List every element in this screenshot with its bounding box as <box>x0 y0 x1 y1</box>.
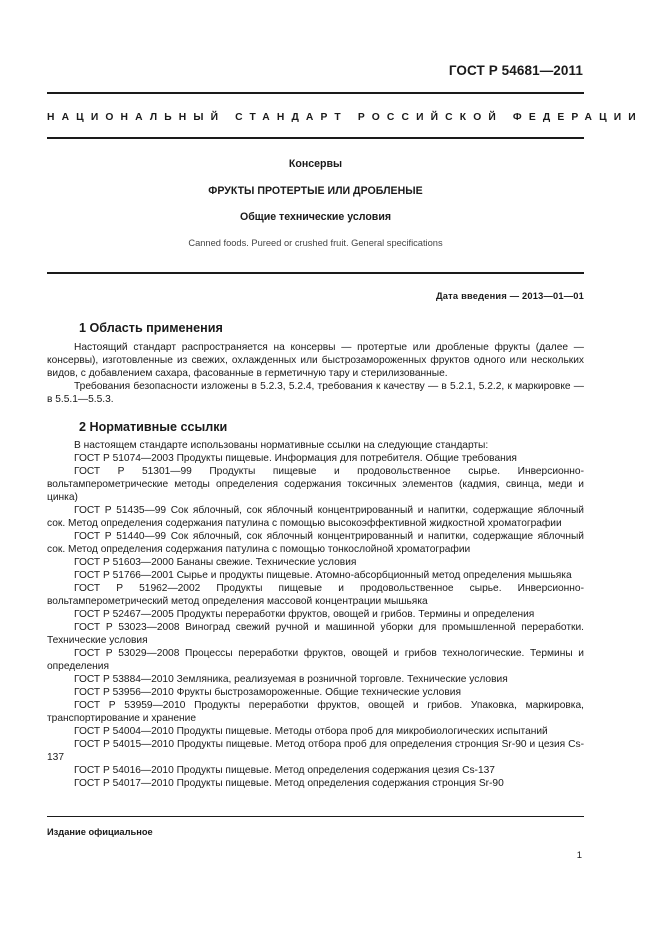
page-number: 1 <box>576 850 582 861</box>
paragraph: Требования безопасности изложены в 5.2.3, 5.2.4, требования к качеству — в 5.2.1, 5.2.2, к маркировке — в 5.5.1—5.5.3. <box>47 381 584 405</box>
reference-item: ГОСТ Р 53959—2010 Продукты переработки фруктов, овощей и грибов. Упаковка, маркировка, транспортирование и хранение <box>47 700 584 724</box>
banner-rule <box>47 137 584 139</box>
footer-rule <box>47 816 584 817</box>
section-2-heading: 2 Нормативные ссылки <box>79 420 228 434</box>
reference-item: ГОСТ Р 53029—2008 Процессы переработки фруктов, овощей и грибов технологические. Термины и определения <box>47 648 584 672</box>
title-english: Canned foods. Pureed or crushed fruit. General specifications <box>188 238 443 248</box>
reference-item: ГОСТ Р 51962—2002 Продукты пищевые и продовольственное сырье. Инверсионно-вольтамперометрический метод определения массовой концентрации мышьяка <box>47 583 584 607</box>
national-standard-banner: НАЦИОНАЛЬНЫЙ СТАНДАРТ РОССИЙСКОЙ ФЕДЕРАЦИИ <box>47 112 643 123</box>
section-1-heading: 1 Область применения <box>79 321 223 335</box>
reference-item: ГОСТ Р 51440—99 Сок яблочный, сок яблочный концентрированный и напитки, содержащие яблочный сок. Метод определения содержания патулина с помощью тонкослойной хроматографии <box>47 531 584 555</box>
reference-item: ГОСТ Р 51603—2000 Бананы свежие. Технические условия <box>74 557 357 568</box>
reference-item: ГОСТ Р 51766—2001 Сырье и продукты пищевые. Атомно-абсорбционный метод определения мышьяка <box>74 570 572 581</box>
reference-item: ГОСТ Р 51074—2003 Продукты пищевые. Информация для потребителя. Общие требования <box>74 453 517 464</box>
title-category: Консервы <box>288 158 343 170</box>
title-rule <box>47 272 584 274</box>
reference-item: ГОСТ Р 53023—2008 Виноград свежий ручной и машинной уборки для промышленной переработки. Технические условия <box>47 622 584 646</box>
reference-item: ГОСТ Р 54016—2010 Продукты пищевые. Метод определения содержания цезия Cs-137 <box>74 765 495 776</box>
title-main: ФРУКТЫ ПРОТЕРТЫЕ ИЛИ ДРОБЛЕНЫЕ <box>208 185 423 197</box>
reference-item: ГОСТ Р 53956—2010 Фрукты быстрозамороженные. Общие технические условия <box>74 687 461 698</box>
section-2-body <box>47 439 584 790</box>
edition-label: Издание официальное <box>47 827 153 837</box>
reference-item: ГОСТ Р 54004—2010 Продукты пищевые. Методы отбора проб для микробиологических испытаний <box>74 726 548 737</box>
reference-item: ГОСТ Р 53884—2010 Земляника, реализуемая в розничной торговле. Технические условия <box>74 674 508 685</box>
reference-item: ГОСТ Р 51301—99 Продукты пищевые и продовольственное сырье. Инверсионно-вольтамперометрические методы определения содержания токсичных элементов (кадмия, свинца, меди и цинка) <box>47 466 584 503</box>
section-1-body <box>47 341 584 406</box>
paragraph: Настоящий стандарт распространяется на консервы — протертые или дробленые фрукты (далее — консервы), изготовленные из свежих, охлажденных или быстрозамороженных фруктов одного или нескольких видов, с добавлением сахара, фасованные в герметичную тару и стерилизованные. <box>47 342 584 379</box>
paragraph: В настоящем стандарте использованы нормативные ссылки на следующие стандарты: <box>74 440 489 451</box>
reference-item: ГОСТ Р 51435—99 Сок яблочный, сок яблочный концентрированный и напитки, содержащие яблочный сок. Метод определения содержания патулина с помощью высокоэффективной жидкостной хроматографии <box>47 505 584 529</box>
title-subtitle: Общие технические условия <box>239 211 392 223</box>
reference-item: ГОСТ Р 52467—2005 Продукты переработки фруктов, овощей и грибов. Термины и определения <box>74 609 535 620</box>
standard-code: ГОСТ Р 54681—2011 <box>448 63 583 78</box>
header-rule <box>47 92 584 94</box>
reference-item: ГОСТ Р 54017—2010 Продукты пищевые. Метод определения содержания стронция Sr-90 <box>74 778 504 789</box>
introduction-date: Дата введения — 2013—01—01 <box>435 291 584 301</box>
reference-item: ГОСТ Р 54015—2010 Продукты пищевые. Метод отбора проб для определения стронция Sr-90 и цезия Cs-137 <box>47 739 584 763</box>
